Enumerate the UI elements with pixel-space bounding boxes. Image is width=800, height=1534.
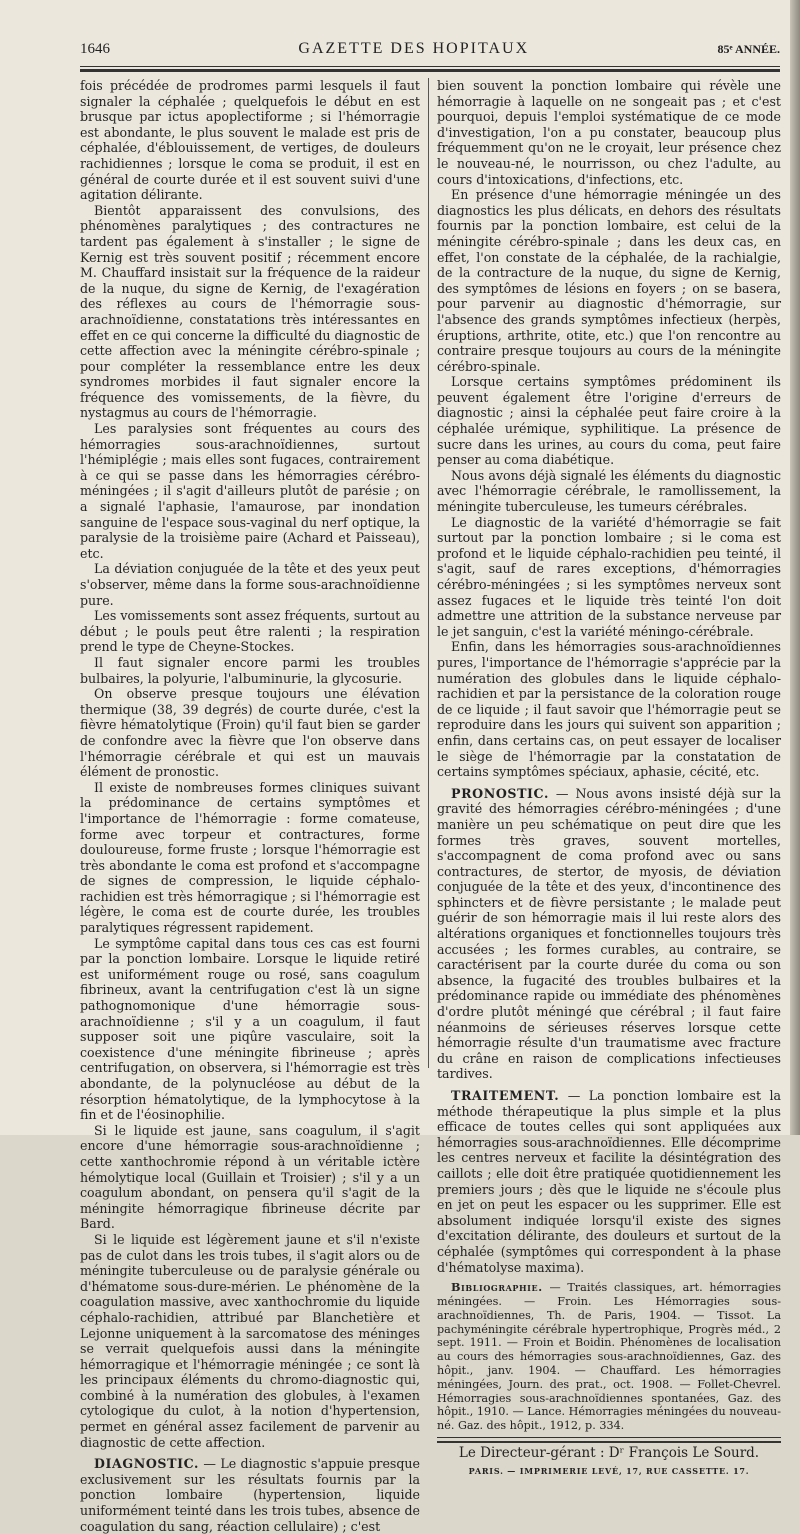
journal-title: GAZETTE DES HOPITAUX bbox=[298, 40, 530, 57]
column-divider bbox=[428, 78, 429, 1068]
bibliography-heading: Bibliographie. bbox=[451, 1280, 543, 1295]
paragraph: Lorsque certains symptômes prédominent ils peuvent également être l'origine d'erreurs de diagnostic ; ainsi la céphalée peut faire croire à la céphalée urémique, syphilitique. La présence de sucre dans les urines, au cours du coma, peut faire penser au coma diabétique. bbox=[437, 374, 781, 468]
paragraph: Il existe de nombreuses formes cliniques suivant la prédominance de certains symptômes et l'importance de l'hémorragie : forme comateuse, forme avec torpeur et contractures, forme douloureuse, forme fruste ; lorsque l'hémorragie est très abondante le coma est profond et s'accompagne de signes de compression, le liquide céphalo-rachidien est très hémorragique ; si l'hémorragie est légère, le coma est de courte durée, les troubles paralytiques régressent rapidement. bbox=[80, 779, 420, 936]
paragraph: Les paralysies sont fréquentes au cours des hémorragies sous-arachnoïdiennes, surtout l'hémiplégie ; mais elles sont fugaces, contrairement à ce qui se passe dans les hémorragies cérébro-méningées ; il s'agit d'ailleurs plutôt de parésie ; on a signalé l'aphasie, l'amaurose, par inondation sanguine de l'espace sous-vaginal du nerf optique, la paralysie de la troisième paire (Achard et Paisseau), etc. bbox=[80, 421, 420, 561]
diagnostic-section bbox=[80, 1456, 420, 1534]
paragraph: Le symptôme capital dans tous ces cas est fourni par la ponction lombaire. Lorsque le liquide retiré est uniformément rouge ou rosé, sans coagulum fibrineux, avant la centrifugation c'est là un signe pathognomonique d'une hémorragie sous-arachnoïdienne ; s'il y a un coagulum, il faut supposer soit une piqûre vasculaire, soit la coexistence d'une méningite fibrineuse ; après centrifugation, on observera, si l'hémorragie est très abondante, de la polynucléose au début de la résorption hématolytique, de la lymphocytose à la fin et de l'éosinophilie. bbox=[80, 935, 420, 1123]
page-number: 1646 bbox=[80, 41, 110, 57]
section-text: — Le diagnostic s'appuie presque exclusivement sur les résultats fournis par la ponction lombaire (hypertension, liquide uniformément teinté dans les trois tubes, absence de coagulation du sang, réaction cellulaire) ; c'est bbox=[80, 1456, 420, 1534]
year-label: 85ᵉ ANNÉE. bbox=[717, 42, 780, 56]
page-header bbox=[80, 40, 780, 62]
section-text: — La ponction lombaire est la méthode thérapeutique la plus simple et la plus efficace de toutes celles qui sont appliquées aux hémorragies sous-arachnoïdiennes. Elle décomprime les centres nerveux et facilite la désintégration des caillots ; elle doit être pratiquée quotidiennement les premiers jours ; dès que le liquide ne s'écoule plus en jet on peut les espacer ou les supprimer. Elle est absolument indiquée lorsqu'il existe des signes d'excitation délirante, des douleurs et surtout de la céphalée (symptômes qui correspondent à la phase d'hématolyse maxima). bbox=[437, 1088, 781, 1275]
section-heading: TRAITEMENT. bbox=[451, 1088, 560, 1103]
right-column bbox=[437, 78, 781, 1477]
bibliography bbox=[437, 1281, 781, 1433]
header-rule-thin bbox=[80, 66, 780, 67]
paragraph: On observe presque toujours une élévation thermique (38, 39 degrés) de courte durée, c'est la fièvre hématolytique (Froin) qu'il faut bien se garder de confondre avec la fièvre que l'on observe dans l'hémorragie cérébrale et qui est un mauvais élément de pronostic. bbox=[80, 686, 420, 780]
section-heading: DIAGNOSTIC. bbox=[94, 1456, 199, 1472]
paragraph: Si le liquide est jaune, sans coagulum, il s'agit encore d'une hémorragie sous-arachnoïdienne ; cette xanthochromie répond à un véritable ictère hémolytique local (Guillain et Troisier) ; s'il y a un coagulum abondant, on pensera qu'il s'agit de la méningite hémorragique fibrineuse décrite par Bard. bbox=[80, 1122, 420, 1232]
paragraph: Si le liquide est légèrement jaune et s'il n'existe pas de culot dans les trois tubes, il s'agit alors ou de méningite tuberculeuse ou de paralysie générale ou d'hématome sous-dure-mérien. Le phénomène de la coagulation massive, avec xanthochromie du liquide céphalo-rachidien, attribué par Blanchetière et Lejonne uniquement à la sarcomatose des méninges se verrait quelquefois aussi dans la méningite hémorragique et l'hémorragie méningée ; ce sont là les principaux éléments du chromo-diagnostic qui, combiné à la numération des globules, à l'examen cytologique du culot, à la notion d'hypertension, permet en général assez facilement de parvenir au diagnostic de cette affection. bbox=[80, 1231, 420, 1450]
paragraph: bien souvent la ponction lombaire qui révèle une hémorragie à laquelle on ne songeait pas ; et c'est pourquoi, depuis l'emploi systématique de ce mode d'investigation, l'on a pu constater, beaucoup plus fréquemment qu'on ne le croyait, leur présence chez le nouveau-né, le nourrisson, ou chez l'adulte, au cours d'intoxications, d'infections, etc. bbox=[437, 78, 781, 187]
section-heading: PRONOSTIC. bbox=[451, 785, 549, 801]
printer-line: PARIS. — IMPRIMERIE LEVÉ, 17, RUE CASSETTE. 17. bbox=[468, 1466, 750, 1477]
paragraph: En présence d'une hémorragie méningée un des diagnostics les plus délicats, en dehors des résultats fournis par la ponction lombaire, est celui de la méningite cérébro-spinale ; dans les deux cas, en effet, l'on constate de la céphalée, de la rachialgie, de la contracture de la nuque, du signe de Kernig, des symptômes de lésions en foyers ; on se basera, pour parvenir au diagnostic d'hémorragie, sur l'absence des grands symptômes infectieux (herpès, éruptions, arthrite, otite, etc.) que l'on rencontre au contraire presque toujours au cours de la méningite cérébro-spinale. bbox=[437, 187, 781, 374]
paragraph: Enfin, dans les hémorragies sous-arachnoïdiennes pures, l'importance de l'hémorragie s'apprécie par la numération des globules dans le liquide céphalo-rachidien et par la persistance de la coloration rouge de ce liquide ; il faut savoir que l'hémorragie peut se reproduire dans les jours qui suivent son apparition ; enfin, dans certains cas, on peut essayer de localiser le siège de l'hémorragie par la constatation de certains symptômes spéciaux, aphasie, cécité, etc. bbox=[437, 639, 781, 780]
page-spine-edge bbox=[790, 0, 800, 1135]
footer-rule bbox=[437, 1437, 781, 1438]
bibliography-text: — Traités classiques, art. hémorragies méningées. — Froin. Les Hémorragies sous-arachnoïdiennes, Th. de Paris, 1904. — Tissot. La pachyméningite cérébrale hypertrophique, Progrès méd., 2 sept. 1911. — Froin et Boidin. Phénomènes de localisation au cours des hémorragies sous-arachnoïdiennes, Gaz. des hôpit., janv. 1904. — Chauffard. Les hémorragies méningées, Journ. des prat., oct. 1908. — Follet-Chevrel. Hémorragies sous-arachnoïdiennes spontanées, Gaz. des hôpit., 1910. — Lance. Hémorragies méningées du nouveau-né. Gaz. des hôpit., 1912, p. 334. bbox=[437, 1281, 781, 1433]
paragraph: Bientôt apparaissent des convulsions, des phénomènes paralytiques ; des contractures ne tardent pas également à s'installer ; le signe de Kernig est très souvent positif ; récemment encore M. Chauffard insistait sur la fréquence de la raideur de la nuque, du signe de Kernig, de l'exagération des réflexes au cours de l'hémorragie sous-arachnoïdienne, constatations très intéressantes en effet en ce qui concerne la difficulté du diagnostic de cette affection avec la méningite cérébro-spinale ; pour compléter la ressemblance entre les deux syndromes morbides il faut signaler encore la fréquence des vomissements, de la fièvre, du nystagmus au cours de l'hémorragie. bbox=[80, 202, 421, 421]
paragraph: La déviation conjuguée de la tête et des yeux peut s'observer, même dans la forme sous-arachnoïdienne pure. bbox=[80, 561, 420, 608]
traitement-section bbox=[437, 1088, 781, 1275]
section-text: — Nous avons insisté déjà sur la gravité des hémorragies cérébro-méningées ; d'une manière un peu schématique on peut dire que les formes très graves, souvent mortelles, s'accompagnent de coma profond avec ou sans contractures, de stertor, de myosis, de déviation conjuguée de la tête et des yeux, d'incontinence des sphincters et de fièvre persistante ; le malade peut guérir de son hémorragie mais il lui reste alors des altérations organiques et fonctionnelles toujours très accusées ; les formes curables, au contraire, se caractérisent par la courte durée du coma ou son absence, la fugacité des troubles bulbaires et la prédominance rapide ou immédiate des phénomènes d'ordre plutôt méningé que cérébral ; il faut faire néanmoins de sérieuses réserves lorsque cette hémorragie résulte d'un traumatisme avec fracture du crâne en raison de complications infectieuses tardives. bbox=[437, 785, 781, 1082]
paragraph: Nous avons déjà signalé les éléments du diagnostic avec l'hémorragie cérébrale, le ramollissement, la méningite tuberculeuse, les tumeurs cérébrales. bbox=[437, 467, 781, 515]
director-signature: Le Directeur-gérant : Dʳ François Le Sourd. bbox=[437, 1441, 781, 1462]
left-column bbox=[80, 78, 421, 1534]
pronostic-section bbox=[437, 786, 781, 1082]
paragraph: fois précédée de prodromes parmi lesquels il faut signaler la céphalée ; quelquefois le début en est brusque par ictus apoplectiforme ; si l'hémorragie est abondante, le plus souvent le malade est pris de céphalée, d'éblouissement, de vertiges, de douleurs rachidiennes ; lorsque le coma se produit, il est en général de courte durée et il est souvent suivi d'une agitation délirante. bbox=[80, 78, 420, 203]
paragraph: Les vomissements sont assez fréquents, surtout au début ; le pouls peut être ralenti ; la respiration prend le type de Cheyne-Stockes. bbox=[80, 608, 420, 655]
paragraph: Le diagnostic de la variété d'hémorragie se fait surtout par la ponction lombaire ; si le coma est profond et le liquide céphalo-rachidien peu teinté, il s'agit, sauf de rares exceptions, d'hémorragies cérébro-méningées ; si les symptômes nerveux sont assez fugaces et le liquide très teinté l'on doit admettre une attrition de la substance nerveuse par le jet sanguin, c'est la variété méningo-cérébrale. bbox=[437, 514, 781, 639]
paragraph: Il faut signaler encore parmi les troubles bulbaires, la polyurie, l'albuminurie, la glycosurie. bbox=[80, 654, 420, 686]
header-rule-thick bbox=[80, 69, 780, 72]
